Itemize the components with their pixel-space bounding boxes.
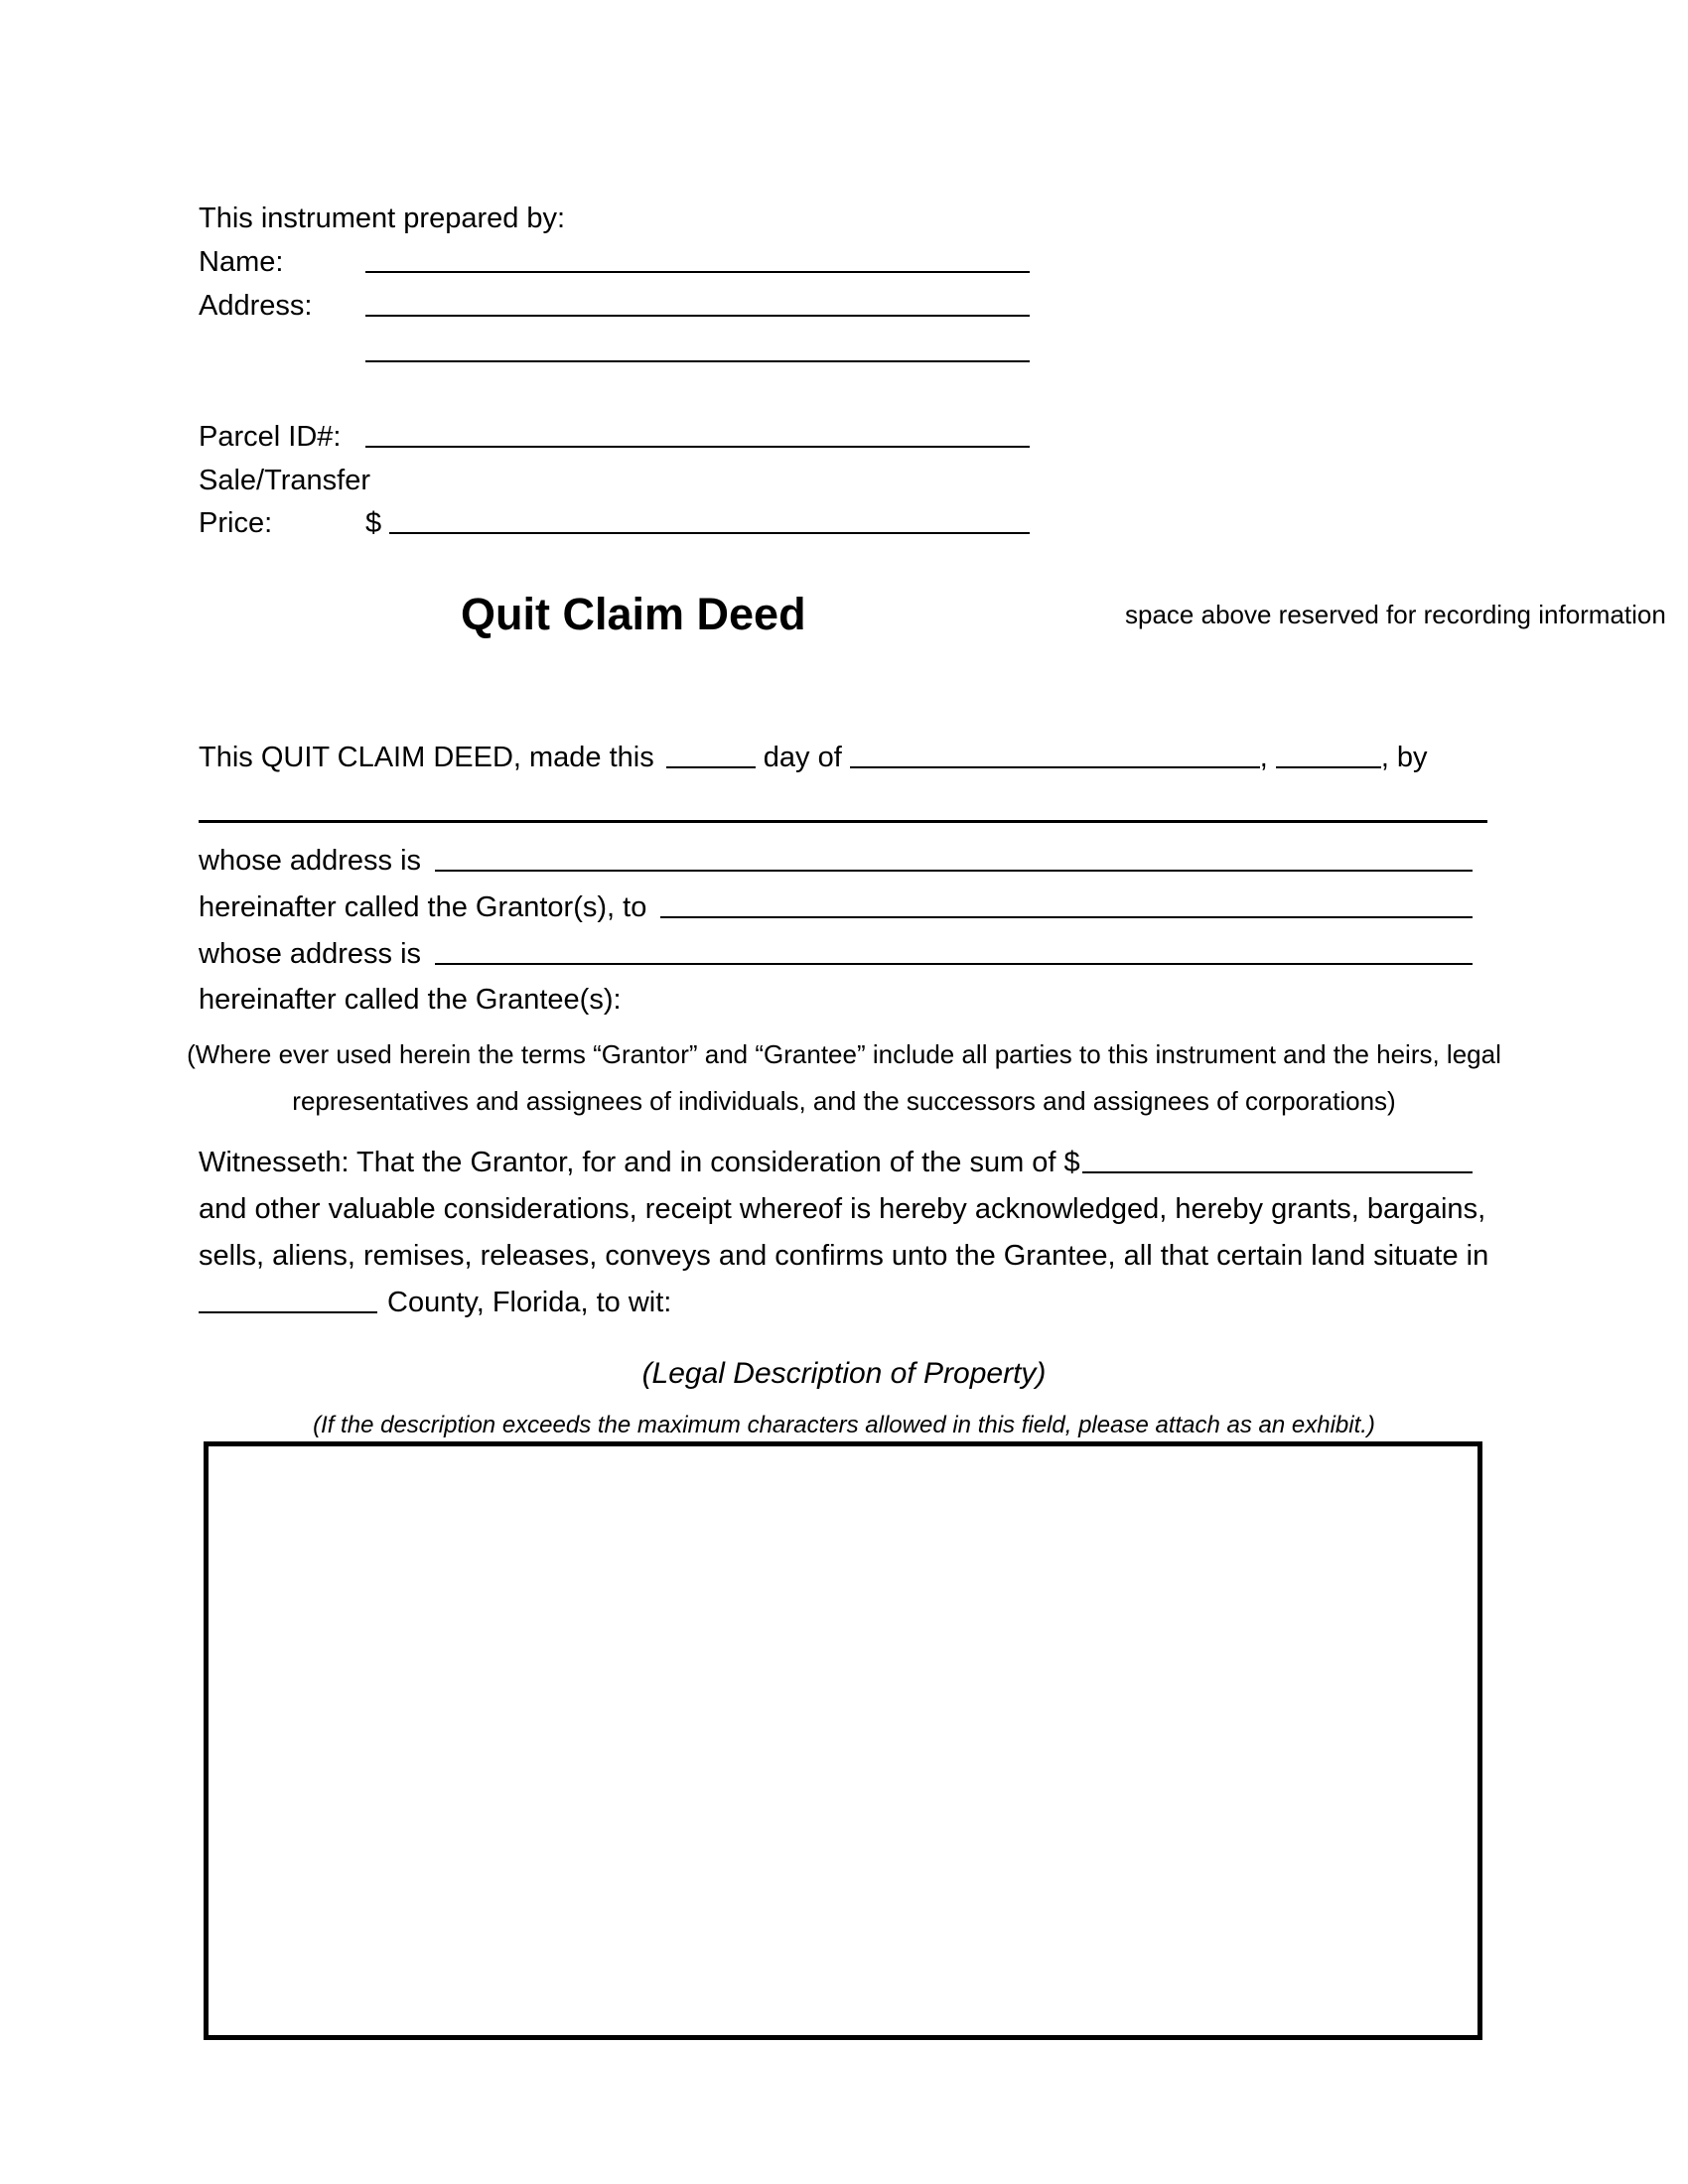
page-title: Quit Claim Deed	[461, 589, 806, 639]
county-line-text: County, Florida, to wit:	[387, 1287, 672, 1318]
grantor-name-field[interactable]	[199, 820, 1487, 823]
dollar-sign: $	[365, 507, 382, 539]
intro-text-2: day of	[763, 742, 842, 773]
recording-space-note: space above reserved for recording information	[1125, 600, 1666, 629]
grantor-address-line	[199, 844, 1473, 878]
whose-address-label-1: whose address is	[199, 845, 422, 877]
parenthetical-line-2: representatives and assignees of individuals, and the successors and assignees of corporations)	[292, 1086, 1396, 1116]
day-field[interactable]	[666, 741, 756, 768]
grantee-address-field[interactable]	[435, 937, 1473, 965]
legal-description-box[interactable]	[204, 1441, 1482, 2040]
name-label: Name:	[199, 246, 284, 278]
sale-transfer-label: Sale/Transfer	[199, 465, 370, 496]
grantee-line-label: hereinafter called the Grantee(s):	[199, 984, 622, 1016]
legal-description-heading: (Legal Description of Property)	[641, 1357, 1047, 1390]
county-field[interactable]	[199, 1286, 377, 1313]
grantee-name-field[interactable]	[660, 890, 1473, 918]
witnesseth-text-3: sells, aliens, remises, releases, conveys and confirms unto the Grantee, all that certain land situate in	[199, 1240, 1489, 1272]
intro-text-4: , by	[1380, 742, 1428, 773]
witnesseth-text-2: and other valuable considerations, receipt whereof is hereby acknowledged, hereby grants, bargains,	[199, 1193, 1486, 1225]
intro-line	[199, 741, 1428, 774]
prepared-by-heading: This instrument prepared by:	[199, 203, 566, 234]
parcel-id-field[interactable]	[365, 446, 1030, 448]
grantor-line-label: hereinafter called the Grantor(s), to	[199, 891, 647, 923]
witnesseth-line-1	[199, 1146, 1473, 1179]
grantor-to-line	[199, 890, 1473, 924]
sale-transfer-price-field[interactable]	[389, 532, 1030, 534]
address-label: Address:	[199, 290, 313, 322]
year-field[interactable]	[1276, 741, 1381, 768]
consideration-amount-field[interactable]	[1082, 1146, 1473, 1173]
parcel-id-label: Parcel ID#:	[199, 421, 342, 453]
legal-description-note: (If the description exceeds the maximum characters allowed in this field, please attach as an exhibit.)	[313, 1412, 1375, 1438]
grantee-address-line	[199, 937, 1473, 971]
parenthetical-line-1: (Where ever used herein the terms “Grantor” and “Grantee” include all parties to this instrument and the heirs, legal	[187, 1039, 1501, 1069]
intro-text-1: This QUIT CLAIM DEED, made this	[199, 742, 654, 773]
county-line	[199, 1286, 671, 1319]
grantor-address-field[interactable]	[435, 844, 1473, 872]
preparer-name-field[interactable]	[365, 271, 1030, 273]
price-label: Price:	[199, 507, 273, 539]
month-field[interactable]	[850, 741, 1260, 768]
whose-address-label-2: whose address is	[199, 938, 422, 970]
intro-text-3: ,	[1259, 742, 1268, 773]
witnesseth-text-1: Witnesseth: That the Grantor, for and in consideration of the sum of $	[199, 1147, 1080, 1178]
preparer-address-field-line2[interactable]	[365, 360, 1030, 362]
preparer-address-field-line1[interactable]	[365, 315, 1030, 317]
